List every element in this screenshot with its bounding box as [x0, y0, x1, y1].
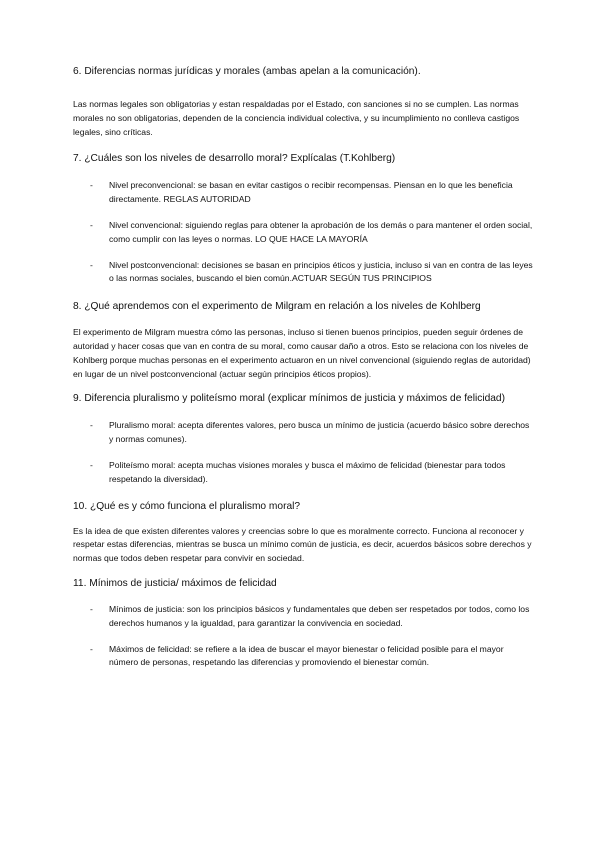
list-item-text: Pluralismo moral: acepta diferentes valores, pero busca un mínimo de justicia (acuerdo básico sobre derechos y normas comunes).	[109, 420, 530, 445]
section-6-paragraph: Las normas legales son obligatorias y estan respaldadas por el Estado, con sanciones si no se cumplen. Las normas morales no son obligatorias, dependen de la conciencia individual colectiva, y su incumplimiento no conlleva castigos legales, sino críticas.	[73, 99, 520, 137]
section-11-heading: 11. Mínimos de justicia/ máximos de felicidad	[73, 577, 277, 589]
section-6-heading: 6. Diferencias normas jurídicas y morales (ambas apelan a la comunicación).	[73, 66, 421, 77]
list-item-text: Mínimos de justicia: son los principios básicos y fundamentales que deben ser respetados por todos, como los derechos humanos y la igualdad, para garantizar la convivencia en sociedad.	[109, 603, 530, 628]
section-7-heading: 7. ¿Cuáles son los niveles de desarrollo moral? Explícalas (T.Kohlberg)	[73, 153, 396, 165]
bullet-dash: -	[90, 603, 93, 614]
list-item	[73, 179, 533, 207]
bullet-dash: -	[90, 219, 93, 230]
section-8-heading: 8. ¿Qué aprendemos con el experimento de Milgram en relación a los niveles de Kohlberg	[73, 301, 481, 313]
section-10-paragraph: Es la idea de que existen diferentes valores y creencias sobre lo que es moralmente correcto. Funciona al reconocer y respetar estas diferencias, mientras se busca un mínimo común de justicia, es decir, acuerdos básicos sobre derechos y normas que todos deben respetar para convivir en sociedad.	[73, 525, 532, 564]
list-item	[73, 219, 533, 247]
section-11-list	[73, 603, 533, 670]
list-item-text: Máximos de felicidad: se refiere a la idea de buscar el mayor bienestar o felicidad posible para el mayor número de personas, respetando las diferencias y promoviendo el bienestar común.	[109, 643, 504, 668]
list-item	[73, 259, 533, 287]
list-item	[73, 643, 533, 671]
section-7-list	[73, 179, 533, 286]
list-item-text: Nivel convencional: siguiendo reglas para obtener la aprobación de los demás o para mantener el orden social, como cumplir con las leyes o normas. LO QUE HACE LA MAYORÍA	[109, 219, 533, 244]
list-item	[73, 419, 533, 447]
list-item	[73, 603, 533, 631]
list-item-text: Nivel postconvencional: decisiones se basan en principios éticos y justicia, incluso si van en contra de las leyes o las normas sociales, buscando el bien común.ACTUAR SEGÚN TUS PRINCIPIOS	[109, 259, 533, 284]
section-9-heading: 9. Diferencia pluralismo y politeísmo moral (explicar mínimos de justicia y máximos de felicidad)	[73, 393, 505, 405]
bullet-dash: -	[90, 259, 93, 270]
list-item-text: Nivel preconvencional: se basan en evitar castigos o recibir recompensas. Piensan en lo que les beneficia directamente. REGLAS AUTORIDAD	[109, 180, 513, 205]
bullet-dash: -	[90, 643, 93, 654]
document-page	[73, 64, 533, 670]
section-9-list	[73, 419, 533, 486]
list-item-text: Politeísmo moral: acepta muchas visiones morales y busca el máximo de felicidad (bienestar para todos respetando la diversidad).	[109, 459, 506, 484]
bullet-dash: -	[90, 420, 93, 431]
bullet-dash: -	[90, 180, 93, 191]
bullet-dash: -	[90, 459, 93, 470]
section-8-paragraph: El experimento de Milgram muestra cómo las personas, incluso si tienen buenos principios, pueden seguir órdenes de autoridad y hacer cosas que van en contra de su moral, como causar daño a otros. Esto se relaciona con los niveles de Kohlberg porque muchas personas en el experimento actuaron en un nivel convencional (siguiendo reglas de autoridad) en lugar de un nivel postconvencional (actuar según principios éticos propios).	[73, 327, 531, 379]
list-item	[73, 459, 533, 487]
section-10-heading: 10. ¿Qué es y cómo funciona el pluralismo moral?	[73, 500, 301, 512]
